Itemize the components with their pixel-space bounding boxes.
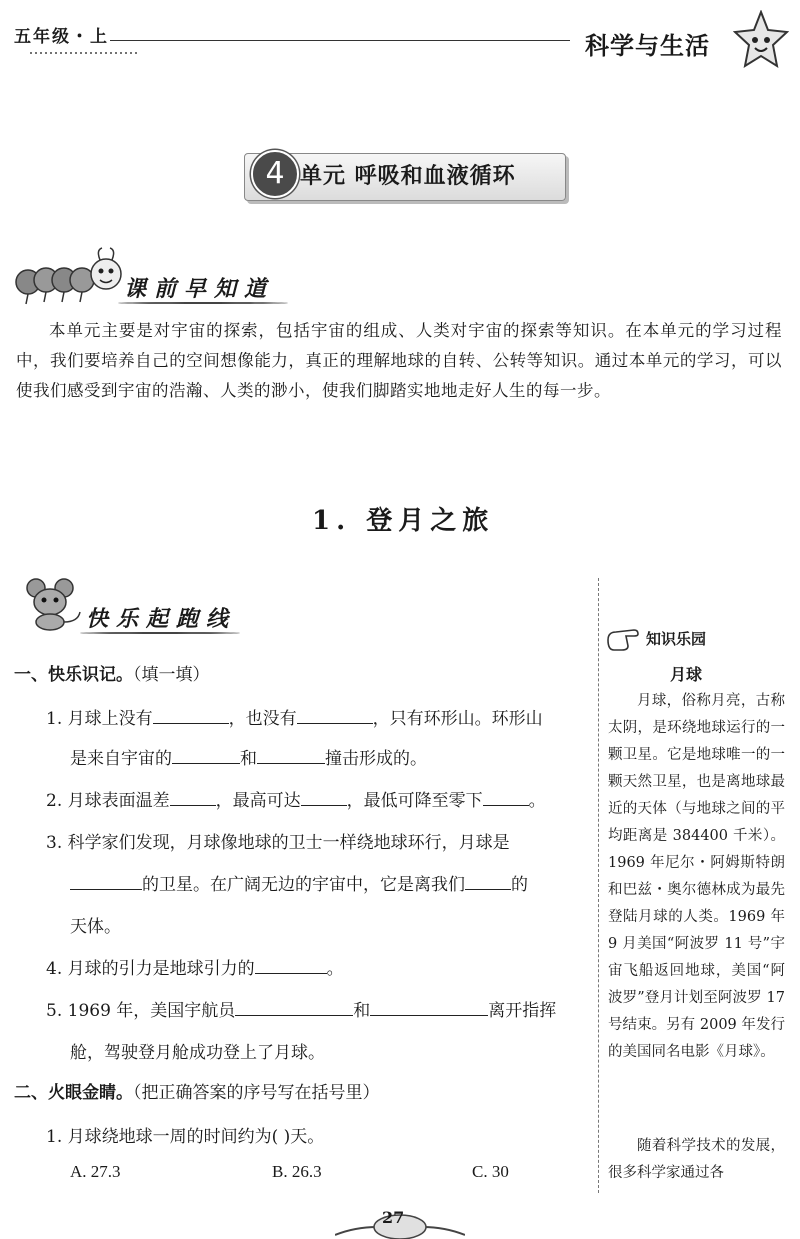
question-3-line-1 <box>46 828 510 853</box>
q4-text-a: 4. 月球的引力是地球引力的 <box>46 959 255 979</box>
answer-blank[interactable] <box>257 747 325 764</box>
q2-text-c: ，最低可降至零下 <box>346 791 483 811</box>
column-divider <box>598 578 599 1193</box>
sidebar-title: 月球 <box>670 665 703 684</box>
mc-question-1: 1. 月球绕地球一周的时间约为( )天。 <box>46 1127 325 1147</box>
part1-title: 一、快乐识记。 <box>14 665 133 685</box>
question-5-line-2 <box>70 1038 325 1063</box>
answer-blank[interactable] <box>297 707 373 724</box>
answer-blank[interactable] <box>255 957 327 974</box>
q4-text-b: 。 <box>326 959 344 979</box>
question-3-line-2 <box>70 870 528 895</box>
question-1-line-1 <box>46 704 543 729</box>
q1-text-e: 和 <box>240 749 257 769</box>
answer-blank[interactable] <box>170 789 216 806</box>
pointing-hand-icon <box>604 622 646 654</box>
q1-text-a: 1. 月球上没有 <box>46 709 153 729</box>
option-a[interactable]: A. 27.3 <box>70 1162 121 1181</box>
question-4 <box>46 954 344 979</box>
subject-title: 科学与生活 <box>585 32 710 60</box>
q1-text-d: 是来自宇宙的 <box>70 749 172 769</box>
answer-blank[interactable] <box>370 999 488 1016</box>
q2-text-b: ，最高可达 <box>215 791 301 811</box>
preview-heading: 课前早知道 <box>124 277 275 302</box>
part2-heading <box>14 1078 380 1103</box>
unit-number-badge: 4 <box>251 150 299 198</box>
part1-heading <box>14 660 210 685</box>
part2-title: 二、火眼金睛。 <box>14 1083 133 1103</box>
sidebar-paragraph-1: 月球，俗称月亮，古称太阴，是环绕地球运行的一颗卫星。它是地球唯一的一颗天然卫星，也是离地球最近的天体（与地球之间的平均距离是 384400 千米）。1969 年尼尔・阿姆斯特朗和巴兹・奥尔德林成为最先登陆月球的人类。1969 年 9 月美国“阿波罗 11 号”宇宙飞船返回地球，美国“阿波罗”登月计划至阿波罗 17 号结束。另有 2009 年发行的美国同名电影《月球》。 <box>608 693 785 1060</box>
q1-text-f: 撞击形成的。 <box>325 749 427 769</box>
unit-title: 单元 呼吸和血液循环 <box>300 164 516 189</box>
q5-text-d: 舱，驾驶登月舱成功登上了月球。 <box>70 1043 325 1063</box>
q5-text-b: 和 <box>353 1001 371 1021</box>
part2-note: （把正确答案的序号写在括号里） <box>133 1083 380 1103</box>
star-mascot-icon <box>733 10 789 70</box>
header-dotted-decoration <box>30 50 140 56</box>
grade-label: 五年级・上 <box>14 27 109 47</box>
header-rule <box>110 40 570 41</box>
lesson-title: 1. 登月之旅 <box>312 506 495 536</box>
q3-text-d: 天体。 <box>70 917 121 937</box>
question-1-line-2 <box>70 744 427 769</box>
knowledge-corner-heading: 知识乐园 <box>646 630 707 648</box>
answer-blank[interactable] <box>301 789 347 806</box>
q5-text-a: 5. 1969 年，美国宇航员 <box>46 1001 236 1021</box>
unit-intro-paragraph: 本单元主要是对宇宙的探索，包括宇宙的组成、人类对宇宙的探索等知识。在本单元的学习过程中，我们要培养自己的空间想像能力，真正的理解地球的自转、公转等知识。通过本单元的学习，可以使我们感受到宇宙的浩瀚、人类的渺小，使我们脚踏实地地走好人生的每一步。 <box>16 321 782 400</box>
preview-heading-underline <box>118 302 288 304</box>
answer-blank[interactable] <box>172 747 240 764</box>
q3-text-b: 的卫星。在广阔无边的宇宙中，它是离我们 <box>142 875 465 895</box>
page-number: 27 <box>382 1208 405 1227</box>
q2-text-a: 2. 月球表面温差 <box>46 791 170 811</box>
q5-text-c: 离开指挥 <box>488 1001 557 1021</box>
answer-blank[interactable] <box>465 873 511 890</box>
answer-blank[interactable] <box>483 789 529 806</box>
q2-text-d: 。 <box>528 791 546 811</box>
answer-blank[interactable] <box>235 999 353 1016</box>
answer-blank[interactable] <box>70 873 142 890</box>
mouse-icon <box>22 576 84 632</box>
practice-heading: 快乐起跑线 <box>86 607 237 632</box>
question-3-line-3 <box>70 912 121 937</box>
answer-blank[interactable] <box>153 707 229 724</box>
practice-heading-underline <box>80 632 240 634</box>
part1-note: （填一填） <box>133 665 210 685</box>
q1-text-c: ，只有环形山。环形山 <box>372 709 543 729</box>
question-5-line-1 <box>46 996 556 1021</box>
q3-text-a: 3. 科学家们发现，月球像地球的卫士一样绕地球环行，月球是 <box>46 833 510 853</box>
sidebar-paragraph-2: 随着科学技术的发展，很多科学家通过各 <box>608 1138 785 1181</box>
option-b[interactable]: B. 26.3 <box>272 1162 322 1181</box>
caterpillar-icon <box>14 246 124 308</box>
question-2 <box>46 786 546 811</box>
q1-text-b: ，也没有 <box>228 709 297 729</box>
option-c[interactable]: C. 30 <box>472 1162 509 1181</box>
q3-text-c: 的 <box>511 875 528 895</box>
